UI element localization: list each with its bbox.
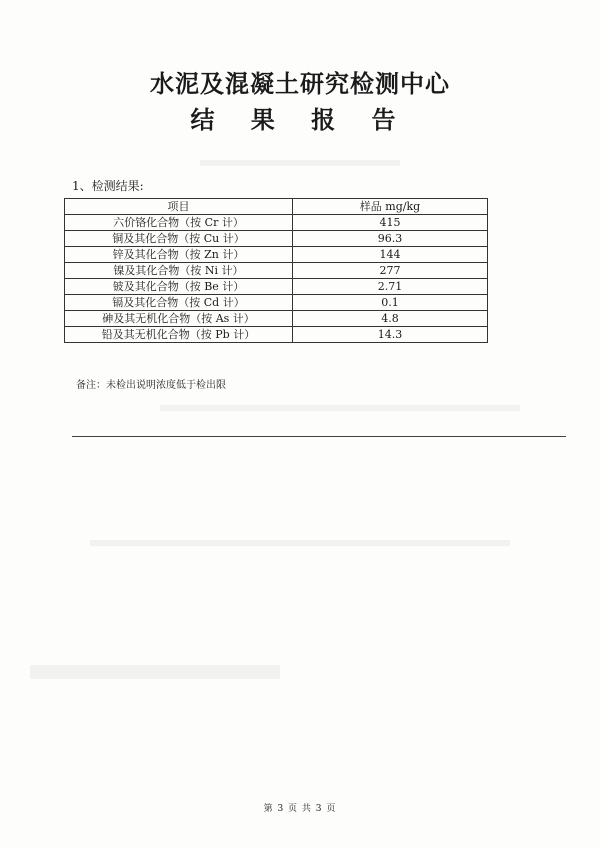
section-label: 1、检测结果: (72, 179, 144, 193)
row-value: 144 (293, 247, 488, 263)
table-row (65, 295, 488, 311)
bleed-through-mark (90, 540, 510, 546)
row-item: 铍及其化合物（按 Be 计） (65, 279, 293, 295)
results-table (64, 198, 488, 343)
organization-name: 水泥及混凝土研究检测中心 (150, 69, 450, 98)
row-item: 砷及其无机化合物（按 As 计） (65, 311, 293, 327)
table-row (65, 215, 488, 231)
table-row (65, 247, 488, 263)
column-header-item: 项目 (65, 199, 293, 215)
row-item: 镉及其化合物（按 Cd 计） (65, 295, 293, 311)
remarks-note: 备注：未检出说明浓度低于检出限 (76, 380, 226, 391)
table-row (65, 311, 488, 327)
row-item: 铅及其无机化合物（按 Pb 计） (65, 327, 293, 343)
row-value: 277 (293, 263, 488, 279)
bleed-through-mark (30, 665, 280, 679)
page-number: 第 3 页 共 3 页 (263, 804, 337, 814)
row-value: 415 (293, 215, 488, 231)
row-item: 铜及其化合物（按 Cu 计） (65, 231, 293, 247)
row-value: 0.1 (293, 295, 488, 311)
report-title: 结 果 报 告 (190, 105, 410, 134)
column-header-value: 样品 mg/kg (293, 199, 488, 215)
table-row (65, 263, 488, 279)
divider-line (72, 436, 566, 437)
table-row (65, 327, 488, 343)
table-row (65, 231, 488, 247)
table-header-row (65, 199, 488, 215)
table-row (65, 279, 488, 295)
row-value: 2.71 (293, 279, 488, 295)
row-item: 镍及其化合物（按 Ni 计） (65, 263, 293, 279)
row-value: 96.3 (293, 231, 488, 247)
bleed-through-mark (160, 405, 520, 411)
row-value: 4.8 (293, 311, 488, 327)
row-value: 14.3 (293, 327, 488, 343)
row-item: 锌及其化合物（按 Zn 计） (65, 247, 293, 263)
bleed-through-mark (200, 160, 400, 166)
row-item: 六价铬化合物（按 Cr 计） (65, 215, 293, 231)
